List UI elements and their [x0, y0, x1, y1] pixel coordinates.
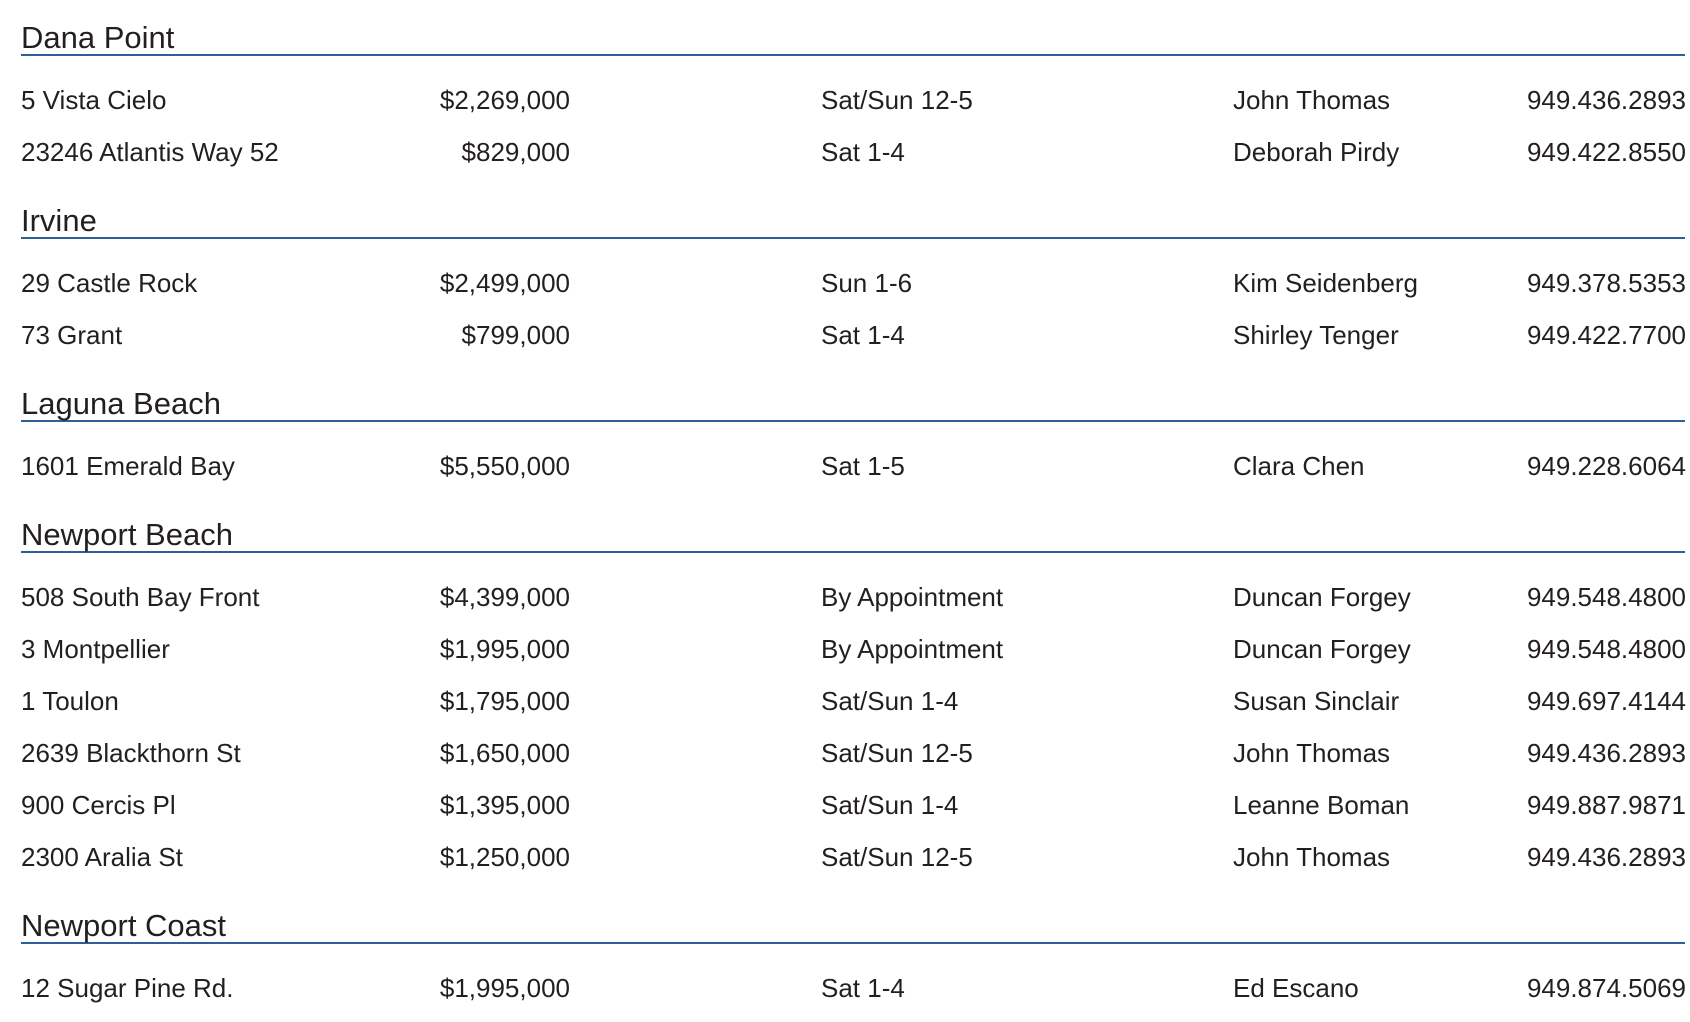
listing-price: $2,499,000	[439, 268, 570, 298]
agent-name: Deborah Pirdy	[1233, 137, 1400, 167]
agent-phone: 949.228.6064	[1526, 451, 1686, 481]
listing-row	[21, 831, 1685, 883]
listing-price: $1,995,000	[439, 634, 570, 664]
open-house-hours: Sat 1-4	[821, 320, 905, 350]
open-house-hours: Sat/Sun 1-4	[821, 686, 959, 716]
listing-row	[21, 126, 1685, 178]
agent-phone: 949.548.4800	[1526, 634, 1686, 664]
city-name: Newport Beach	[21, 517, 233, 552]
listing-address: 508 South Bay Front	[21, 582, 260, 612]
agent-name: John Thomas	[1233, 738, 1391, 768]
listing-address: 73 Grant	[21, 320, 123, 350]
listing-rows	[21, 553, 1685, 891]
agent-name: Susan Sinclair	[1233, 686, 1400, 716]
agent-name: Shirley Tenger	[1233, 320, 1399, 350]
listing-price: $2,269,000	[439, 85, 570, 115]
listing-rows	[21, 239, 1685, 369]
listing-price: $5,550,000	[439, 451, 570, 481]
agent-name: Duncan Forgey	[1233, 634, 1411, 664]
city-header	[21, 0, 1685, 56]
listing-row	[21, 571, 1685, 623]
city-section	[21, 369, 1685, 500]
listing-price: $1,395,000	[439, 790, 570, 820]
listing-address: 12 Sugar Pine Rd.	[21, 973, 234, 1003]
listing-rows	[21, 944, 1685, 1022]
open-house-hours: By Appointment	[821, 634, 1004, 664]
open-house-listings	[21, 0, 1685, 1022]
open-house-hours: Sat 1-5	[821, 451, 905, 481]
agent-phone: 949.548.4800	[1526, 582, 1686, 612]
agent-name: John Thomas	[1233, 842, 1391, 872]
agent-name: Leanne Boman	[1233, 790, 1410, 820]
city-name: Irvine	[21, 203, 97, 238]
listing-price: $829,000	[461, 137, 570, 167]
agent-phone: 949.697.4144	[1526, 686, 1686, 716]
listing-address: 2300 Aralia St	[21, 842, 183, 872]
listing-price: $1,995,000	[439, 973, 570, 1003]
agent-phone: 949.436.2893	[1526, 738, 1686, 768]
city-header	[21, 891, 1685, 944]
city-header	[21, 186, 1685, 239]
listing-row	[21, 962, 1685, 1014]
listing-row	[21, 623, 1685, 675]
open-house-hours: Sat/Sun 1-4	[821, 790, 959, 820]
open-house-hours: Sat/Sun 12-5	[821, 85, 973, 115]
open-house-hours: Sat 1-4	[821, 137, 905, 167]
open-house-hours: By Appointment	[821, 582, 1004, 612]
agent-phone: 949.378.5353	[1526, 268, 1686, 298]
listing-price: $1,795,000	[439, 686, 570, 716]
listing-address: 1 Toulon	[21, 686, 119, 716]
agent-phone: 949.887.9871	[1526, 790, 1686, 820]
city-section	[21, 0, 1685, 186]
agent-phone: 949.422.7700	[1526, 320, 1686, 350]
listing-row	[21, 309, 1685, 361]
listing-row	[21, 675, 1685, 727]
city-name: Newport Coast	[21, 908, 227, 943]
listing-rows	[21, 422, 1685, 500]
listing-price: $4,399,000	[439, 582, 570, 612]
city-header	[21, 500, 1685, 553]
open-house-hours: Sun 1-6	[821, 268, 913, 298]
listing-price: $1,250,000	[439, 842, 570, 872]
listing-row	[21, 440, 1685, 492]
listing-address: 900 Cercis Pl	[21, 790, 176, 820]
open-house-hours: Sat 1-4	[821, 973, 905, 1003]
city-name: Dana Point	[21, 20, 175, 55]
listing-address: 2639 Blackthorn St	[21, 738, 241, 768]
listing-row	[21, 727, 1685, 779]
agent-phone: 949.436.2893	[1526, 85, 1686, 115]
city-section	[21, 186, 1685, 369]
agent-name: Kim Seidenberg	[1233, 268, 1418, 298]
agent-phone: 949.874.5069	[1526, 973, 1686, 1003]
agent-name: Ed Escano	[1233, 973, 1359, 1003]
agent-phone: 949.436.2893	[1526, 842, 1686, 872]
listing-rows	[21, 56, 1685, 186]
agent-name: Duncan Forgey	[1233, 582, 1411, 612]
agent-phone: 949.422.8550	[1526, 137, 1686, 167]
listing-price: $1,650,000	[439, 738, 570, 768]
listing-row	[21, 257, 1685, 309]
listing-address: 29 Castle Rock	[21, 268, 198, 298]
city-header	[21, 369, 1685, 422]
city-section	[21, 500, 1685, 891]
agent-name: John Thomas	[1233, 85, 1391, 115]
listing-price: $799,000	[461, 320, 570, 350]
city-section	[21, 891, 1685, 1022]
city-name: Laguna Beach	[21, 386, 221, 421]
agent-name: Clara Chen	[1233, 451, 1365, 481]
open-house-hours: Sat/Sun 12-5	[821, 738, 973, 768]
listing-row	[21, 779, 1685, 831]
listing-address: 1601 Emerald Bay	[21, 451, 235, 481]
listing-address: 5 Vista Cielo	[21, 85, 167, 115]
listing-address: 3 Montpellier	[21, 634, 170, 664]
listing-row	[21, 74, 1685, 126]
listing-address: 23246 Atlantis Way 52	[21, 137, 279, 167]
open-house-hours: Sat/Sun 12-5	[821, 842, 973, 872]
